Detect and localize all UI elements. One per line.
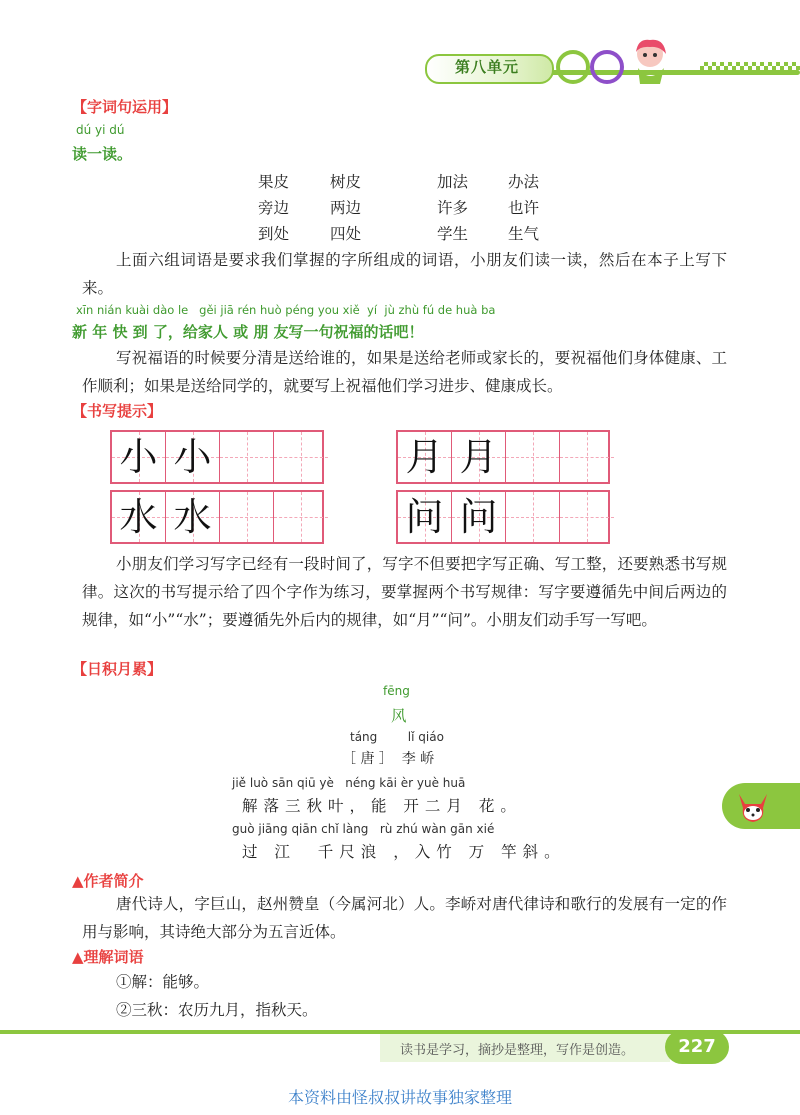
page-number: 227 — [665, 1030, 729, 1064]
grid-char: 问 — [405, 495, 444, 539]
paragraph-about-author: 唐代诗人，字巨山，赵州赞皇（今属河北）人。李峤对唐代律诗和歌行的发展有一定的作用与影响，其诗绝大部分为五言近体。 — [82, 895, 727, 941]
grid-char: 问 — [459, 495, 498, 539]
writing-grid-shui — [110, 490, 324, 544]
heading-new-year: 新 年 快 到 了，给家人 或 朋 友写一句祝福的话吧！ — [72, 323, 424, 341]
word-item: 果皮 — [258, 173, 290, 191]
ring-icon-purple — [590, 50, 624, 84]
grid-char: 小 — [119, 435, 158, 479]
heading-du-yi-du: 读一读。 — [72, 145, 133, 163]
writing-grid-xiao — [110, 430, 324, 484]
poem-line: 解落三秋叶，能 开二月 花。 — [242, 797, 522, 815]
explain-item: ①解：能够。 — [116, 973, 210, 991]
heading-about-author: ▲作者简介 — [72, 872, 144, 890]
grid-char: 月 — [405, 435, 444, 479]
pinyin-du-yi-du: dú yi dú — [76, 123, 125, 137]
pinyin-new-year: xīn nián kuài dào le gěi jiā rén huò péng you xiě yí jù zhù fú de huà ba — [76, 303, 496, 317]
writing-grid-yue — [396, 430, 610, 484]
grid-char: 小 — [173, 435, 212, 479]
footer-motto: 读书是学习，摘抄是整理，写作是创造。 — [400, 1043, 635, 1058]
girl-mascot-icon — [620, 36, 682, 86]
section-title-writing-tips: 【书写提示】 — [72, 402, 163, 420]
word-item: 两边 — [330, 199, 362, 217]
word-item: 许多 — [437, 199, 469, 217]
grid-char: 水 — [119, 495, 158, 539]
poem-author-pinyin: táng lǐ qiáo — [350, 730, 444, 744]
paragraph-words-explain: 上面六组词语是要求我们掌握的字所组成的词语，小朋友们读一读，然后在本子上写下来。 — [82, 251, 727, 297]
word-item: 四处 — [330, 225, 362, 243]
writing-grid-wen — [396, 490, 610, 544]
word-item: 生气 — [508, 225, 540, 243]
word-item: 旁边 — [258, 199, 290, 217]
section-title-daily: 【日积月累】 — [72, 660, 163, 678]
explain-item: ②三秋：农历九月，指秋天。 — [116, 1001, 318, 1019]
poem-title-pinyin: fēng — [383, 684, 410, 698]
word-item: 到处 — [258, 225, 290, 243]
grid-char: 月 — [459, 435, 498, 479]
word-item: 树皮 — [330, 173, 362, 191]
header-checker-pattern — [700, 62, 800, 74]
poem-title: 风 — [391, 707, 407, 725]
ring-icon-green — [556, 50, 590, 84]
grid-char: 水 — [173, 495, 212, 539]
heading-word-explain: ▲理解词语 — [72, 948, 144, 966]
credit-line: 本资料由怪叔叔讲故事独家整理 — [287, 1088, 512, 1107]
poem-line: 过 江 千尺浪 ，入竹 万 竿斜。 — [242, 843, 566, 861]
paragraph-blessing: 写祝福语的时候要分清是送给谁的，如果是送给老师或家长的，要祝福他们身体健康、工作顺利；如果是送给同学的，就要写上祝福他们学习进步、健康成长。 — [82, 349, 727, 395]
poem-line-pinyin: jiě luò sān qiū yè néng kāi èr yuè huā — [232, 776, 466, 790]
section-title-ci-ju: 【字词句运用】 — [72, 98, 178, 116]
poem-author: ［ 唐 ］ 李 峤 — [342, 751, 435, 767]
word-item: 加法 — [437, 173, 469, 191]
word-item: 办法 — [508, 173, 540, 191]
unit-title: 第八单元 — [455, 58, 520, 76]
word-item: 也许 — [508, 199, 540, 217]
poem-line-pinyin: guò jiāng qiān chǐ làng rù zhú wàn gān xié — [232, 822, 495, 836]
paragraph-writing-rules: 小朋友们学习写字已经有一段时间了，写字不但要把字写正确、写工整，还要熟悉书写规律。这次的书写提示给了四个字作为练习，要掌握两个书写规律：写字要遵循先中间后两边的规律，如“小”“水”；要遵循先外后内的规律，如“月”“问”。小朋友们动手写一写吧。 — [82, 555, 727, 629]
fox-mascot-icon — [733, 786, 773, 826]
word-item: 学生 — [437, 225, 469, 243]
